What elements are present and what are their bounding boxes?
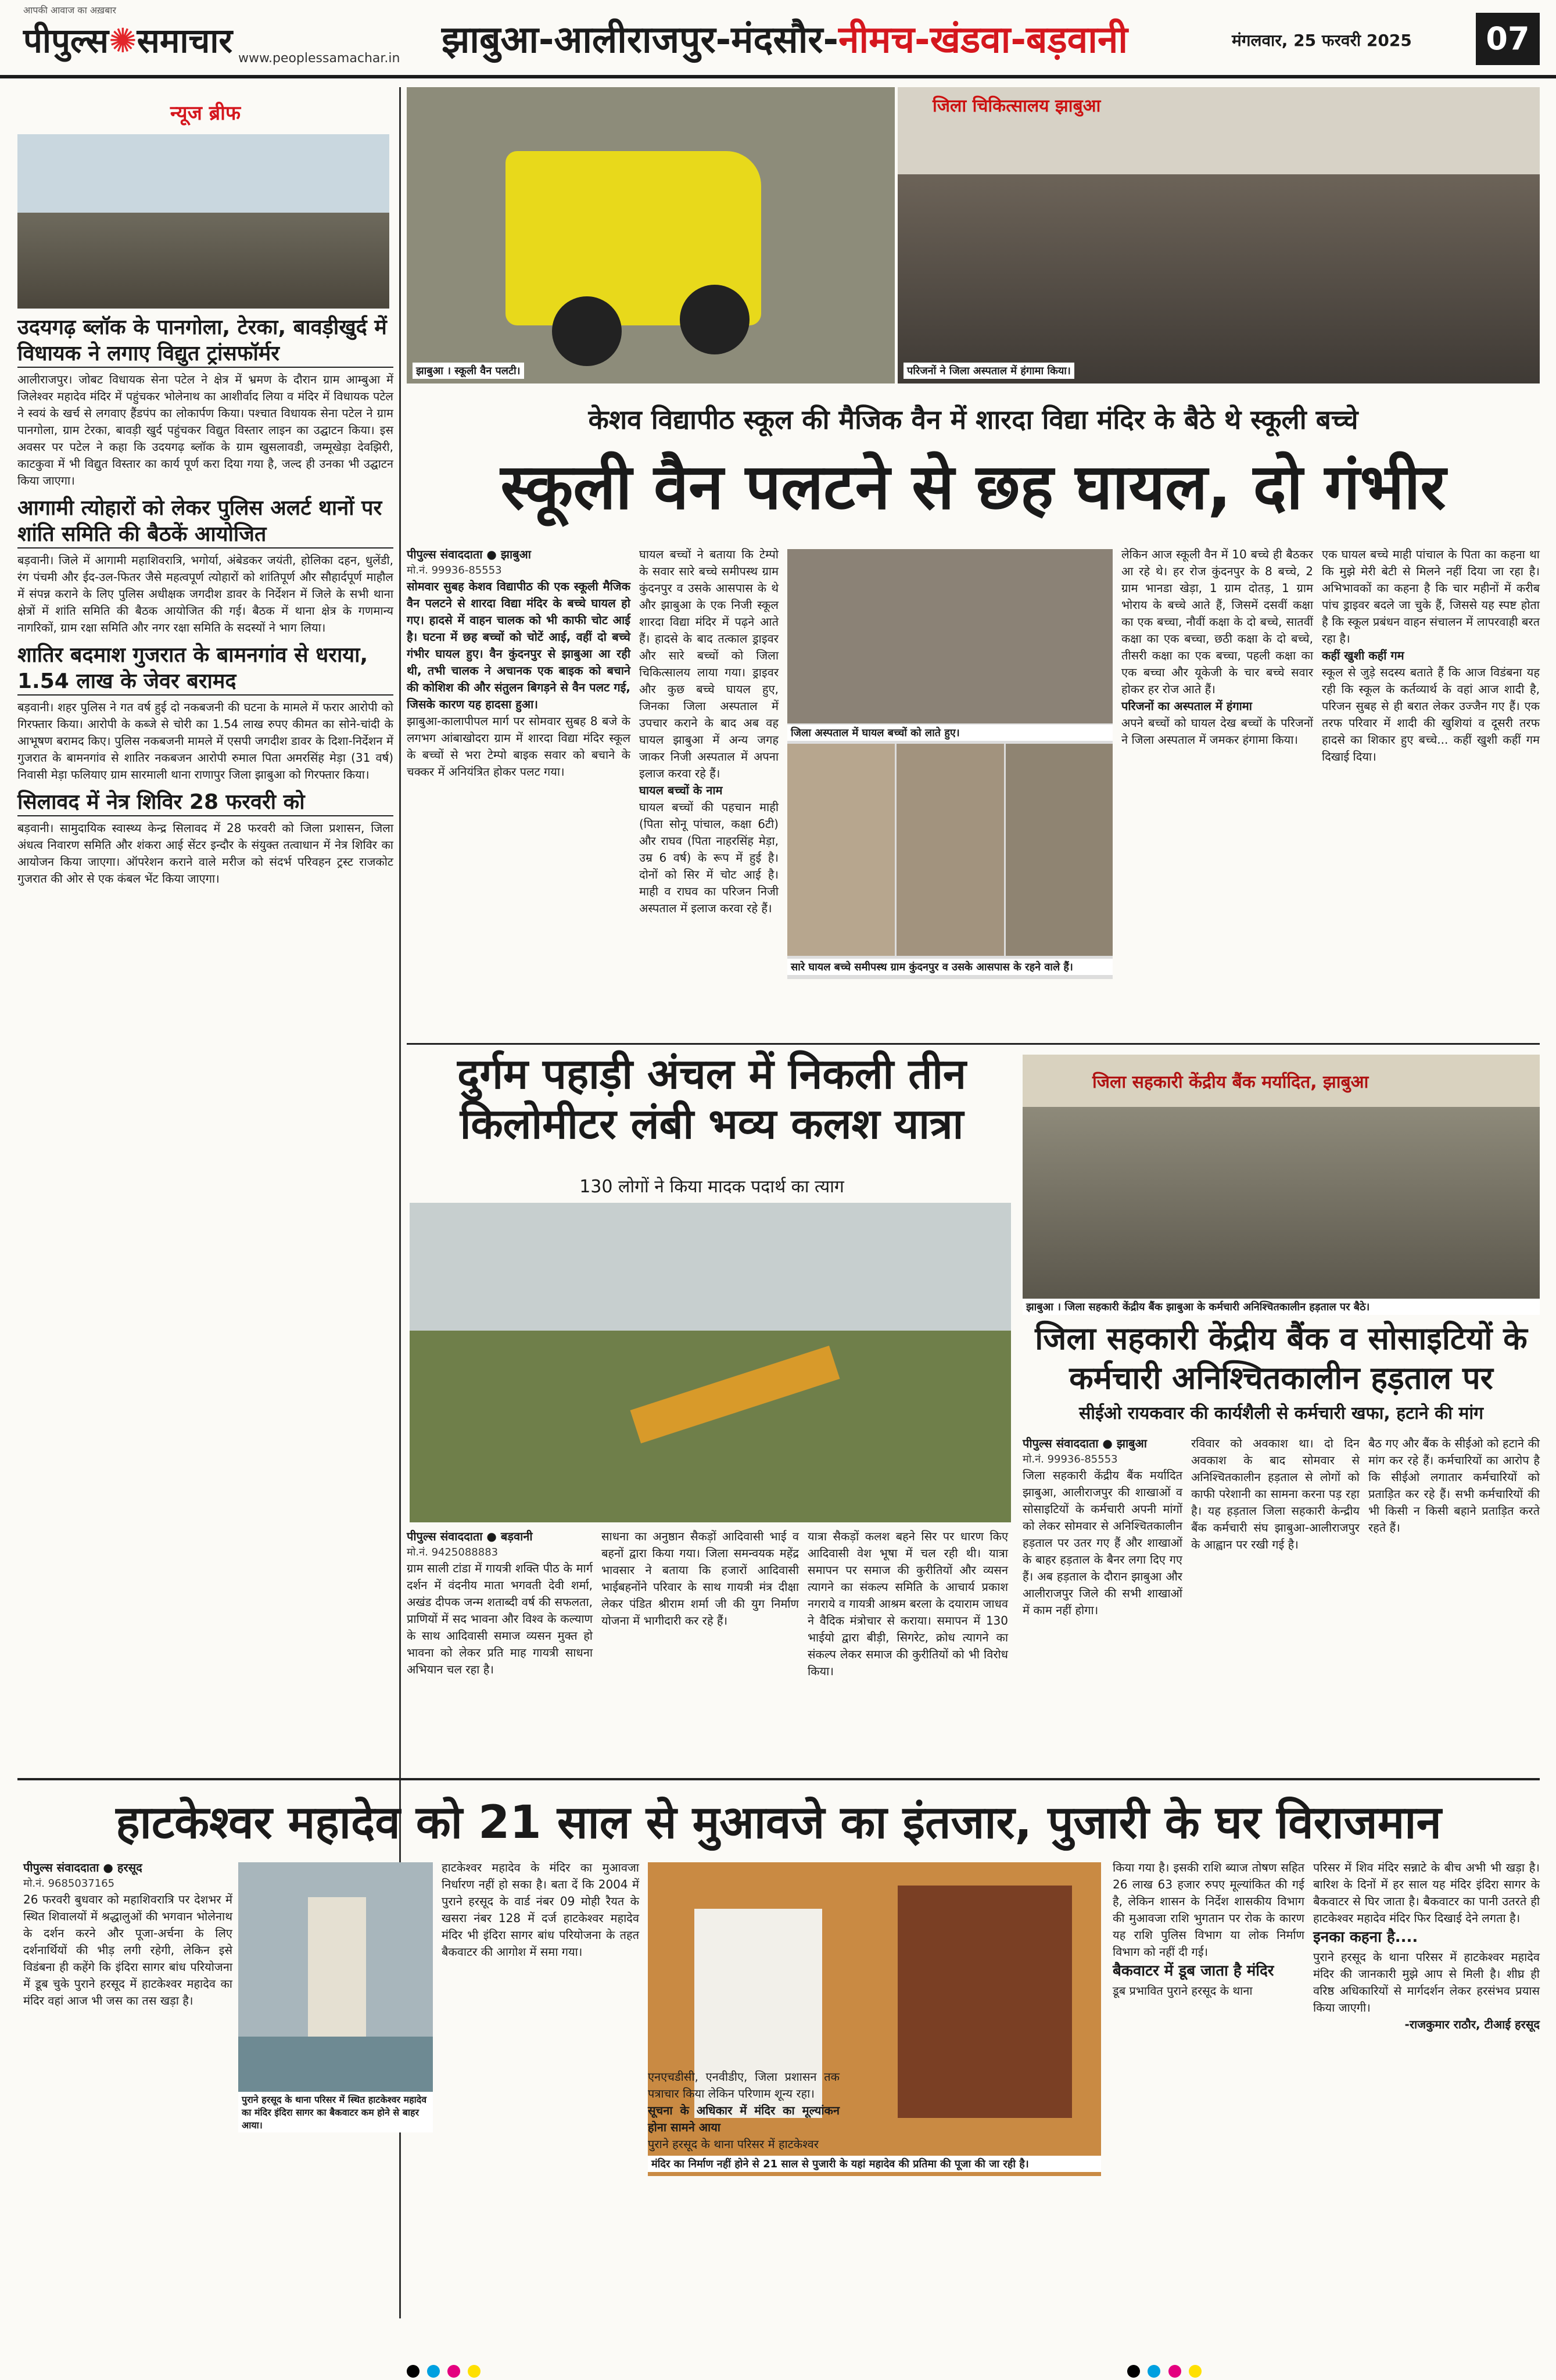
registration-dot (1189, 2365, 1202, 2378)
story1-col2-subhead: घायल बच्चों के नाम (639, 783, 723, 797)
kalash-byline: पीपुल्स संवाददाता ● बड़वानी (407, 1529, 533, 1543)
bottom-column-4 (1113, 1859, 1304, 1999)
story1-col1-text: झाबुआ-कालापीपल मार्ग पर सोमवार सुबह 8 बजे के लगभग आंबाखोदरा ग्राम में शारदा विद्या मंदिर स्कूल के बच्चों से भरा टेम्पो बाइक सवार को बचाने के चक्कर में अनियंत्रित होकर पलट गया। (407, 714, 630, 779)
brief-body-3: बड़वानी। शहर पुलिस ने गत वर्ष हुई दो नकबजनी की घटना के मामले में फरार आरोपी को गिरफ्तार किया। आरोपी के कब्जे से चोरी का 1.54 लाख रुपए कीमत का सोने-चांदी के आभूषण बरामद किए। पुलिस नकबजनी मामले में एसपी जगदीश डावर के दिशा-निर्देशन में गुजरात के बामनगांव से शातिर नकबजन आरोपी रुमाल पिता अमरसिंह मेड़ा (31 वर्ष) निवासी मेड़ा फलियाए ग्राम सारमाली थाना राणापुर जिला झाबुआ को गिरफ्तार किया। (17, 700, 393, 782)
crowd-shape (898, 174, 1540, 383)
story1-photo-caption-2: सारे घायल बच्चे समीपस्थ ग्राम कुंदनपुर व उसके आसपास के रहने वाले हैं। (787, 959, 1113, 975)
bottom-col1-text: 26 फरवरी बुधवार को महाशिवरात्रि पर देशभर में स्थित शिवालयों में श्रद्धालुओं की भगवान भोलेनाथ के दर्शन करने और पूजा-अर्चना के लिए दर्शनार्थियों की भीड़ लगी रहेगी, लेकिन इसे विडंबना ही कहेंगे कि इंदिरा सागर बांध परियोजना में डूब चुके पुराने हरसूद में हाटकेश्वर महादेव का मंदिर वहां आज भी जस का तस खड़ा है। (23, 1892, 232, 2008)
bottom-col4-more: डूब प्रभावित पुराने हरसूद के थाना (1113, 1983, 1253, 1998)
hospital-caption: परिजनों ने जिला अस्पताल में हंगामा किया। (904, 363, 1074, 379)
injured-child-photo-2 (897, 744, 1004, 956)
brief-photo (17, 134, 389, 309)
bottom-column-1 (23, 1859, 232, 2009)
bottom-column-2: हाटकेश्वर महादेव के मंदिर का मुआवजा निर्धारण नहीं हो सका है। बता दें कि 2004 में पुराने हरसूद के वार्ड नंबर 09 मोही रैयत के खसरा नंबर 128 में दर्ज हाटकेश्वर महादेव मंदिर भी इंदिरा सागर बांध परियोजना के तहत बैकवाटर की आगोश में समा गया। (442, 1861, 639, 1959)
bank-column-2: रविवार को अवकाश था। दो दिन अवकाश के बाद सोमवार से अनिश्चितकालीन हड़ताल से लोगों को काफी परेशानी का सामना करना पड़ रहा है। यह हड़ताल जिला सहकारी केन्द्रीय बैंक कर्मचारी संघ झाबुआ-आलीराजपुर के आह्वान पर रखी गई है। (1191, 1436, 1360, 1551)
page-number: 07 (1476, 13, 1540, 65)
story1-col4-text: एक घायल बच्चे माही पांचाल के पिता का कहना था कि मुझे मेरी बेटी से मिलने नहीं दिया जा रहा है। अभिभावकों का कहना है कि चार महीनों में करीब पांच ड्राइवर बदले जा चुके हैं, जिससे यह स्पष्ट होता है कि स्कूल प्रबंधन वाहन संचालन में लापरवाही बरत रहा है। (1322, 547, 1540, 646)
story1-col4-subhead: कहीं खुशी कहीं गम (1322, 648, 1404, 662)
story1-byline: पीपुल्स संवाददाता ● झाबुआ (407, 547, 531, 561)
story1-col2-names: घायल बच्चों की पहचान माही (पिता सोनू पांचाल, कक्षा 6टी) और राघव (पिता नाहरसिंह मेड़ा, उम्र 6 वर्ष) के रूप में हुई है। दोनों को सिर में चोट आई है। माही व राघव का परिजन निजी अस्पताल में इलाज करवा रहे हैं। (639, 800, 779, 915)
story1-column-4 (1322, 546, 1540, 765)
van-photo (407, 87, 895, 383)
kalash-yatra-photo (410, 1203, 1011, 1522)
story1-column-2 (639, 546, 779, 917)
story1-col3-text: लेकिन आज स्कूली वैन में 10 बच्चे ही बैठकर आ रहे थे। हर रोज कुंदनपुर के 8 बच्चे, 2 ग्राम भानडा खेड़ा, 1 ग्राम दोतड़, 1 ग्राम भोराय के बच्चे आते हैं, जिसमें दसवीं कक्षा का एक बच्चा, नौवीं कक्षा के दो बच्चे, सातवीं कक्षा का एक बच्चा, छठी कक्षा के दो बच्चे, तीसरी कक्षा का एक बच्चा, पहली कक्षा का एक बच्चा और यूकेजी के चार बच्चे सवार होकर हर रोज आते हैं। (1121, 547, 1313, 696)
divider (17, 1778, 1540, 1780)
bottom-col3-subhead: सूचना के अधिकार में मंदिर का मूल्यांकन होना सामने आया (648, 2103, 840, 2134)
story1-photo-caption-1: जिला अस्पताल में घायल बच्चों को लाते हुए। (787, 725, 1113, 741)
bank-caption: झाबुआ । जिला सहकारी केंद्रीय बैंक झाबुआ के कर्मचारी अनिश्चितकालीन हड़ताल पर बैठे। (1023, 1299, 1540, 1315)
bank-column-1 (1023, 1435, 1182, 1619)
tagline: आपकी आवाज का अख़बार (23, 5, 116, 16)
kalash-column-3: यात्रा सैकड़ों कलश बहने सिर पर धारण किए आदिवासी वेश भूषा में चल रही थी। यात्रा समापन पर समाज की कुरीतियों और व्यसन त्यागने का संकल्प समिति के आचार्य प्रकाश नगराये व गायत्री आश्रम बरला के दयाराम जाधव ने वैदिक मंत्रोचार से कराया। समापन में 130 भाईयो द्वारा बीड़ी, सिगरेट, क्रोध त्यागने का संकल्प लेकर समाज की कुरीतियों को भी विरोध किया। (808, 1529, 1008, 1678)
temple-shape (308, 1897, 366, 2037)
hospital-building (898, 87, 1540, 174)
bottom-column-3 (648, 2069, 840, 2153)
bottom-col3-more: पुराने हरसूद के थाना परिसर में हाटकेश्वर (648, 2137, 819, 2151)
bottom-headline: हाटकेश्वर महादेव को 21 साल से मुआवजे का इंतजार, पुजारी के घर विराजमान (116, 1797, 1442, 1849)
kalash-column-1 (407, 1528, 593, 1678)
bottom-col4-subhead: बैकवाटर में डूब जाता है मंदिर (1113, 1962, 1274, 1980)
injured-child-photo-3 (1006, 744, 1113, 956)
logo-left: पीपुल्स (23, 21, 109, 60)
bottom-col4-text: किया गया है। इसकी राशि ब्याज तोषण सहित 26 लाख 63 हजार रुपए मूल्यांकित की गई है, लेकिन शासन के निर्देश शासकीय विभाग की मुआवजा राशि भुगतान पर रोक के कारण यह राशि पुलिस विभाग या लोक निर्माण विभाग को नहीं दी गई। (1113, 1861, 1304, 1959)
story1-photo-collage (787, 549, 1113, 979)
water-shape (238, 2037, 433, 2092)
website-url: www.peoplessamachar.in (238, 51, 400, 66)
registration-dot (1168, 2365, 1181, 2378)
bank-column-3: बैठ गए और बैंक के सीईओ को हटाने की मांग कर रहे हैं। कर्मचारियों का आरोप है कि सीईओ लगातार कर्मचारियों को प्रताड़ित कर रहे हैं। सभी कर्मचारियों की भी किसी न किसी बहाने प्रताड़ित करते रहते हैं। (1368, 1436, 1540, 1535)
story1-col3-more: अपने बच्चों को घायल देख बच्चों के परिजनों ने जिला अस्पताल में जमकर हंगामा किया। (1121, 716, 1313, 747)
divider (407, 1043, 1540, 1045)
hospital-children-photo (787, 549, 1113, 723)
wheel-icon (680, 285, 750, 354)
registration-dot (407, 2365, 420, 2378)
bottom-column-5 (1313, 1859, 1540, 2033)
registration-dot (1127, 2365, 1140, 2378)
region-red: नीमच-खंडवा-बड़वानी (838, 19, 1128, 62)
temple-photo (238, 1862, 433, 2131)
kalash-subhead: 130 लोगों ने किया मादक पदार्थ का त्याग (579, 1177, 844, 1197)
temple-caption: पुराने हरसूद के थाना परिसर में स्थित हाटकेश्वर महादेव का मंदिर इंदिरा सागर का बैकवाटर कम होने से बाहर आया। (238, 2092, 433, 2132)
van-caption: झाबुआ । स्कूली वैन पलटी। (413, 363, 524, 379)
strike-crowd (1023, 1107, 1540, 1299)
kalash-col1-text: ग्राम साली टांडा में गायत्री शक्ति पीठ के मार्ग दर्शन में वंदनीय माता भगवती देवी शर्मा, अखंड दीपक जन्म शताब्दी वर्ष की सफलता, प्राणियों में सद भावना और विश्व के कल्याण के साथ आदिवासी समाज व्यसन मुक्त हो भावना को लेकर प्रति माह गायत्री साधना अभियान चल रहा है। (407, 1561, 593, 1677)
brief-body-2: बड़वानी। जिले में आगामी महाशिवरात्रि, भगोर्या, अंबेडकर जयंती, होलिका दहन, धुलेंडी, रंग पंचमी और ईद-उल-फितर जैसे महत्वपूर्ण त्योहारों को शांतिपूर्ण और सौहार्दपूर्ण माहौल में संपन्न कराने के लिए पुलिस अधीक्षक जगदीश डावर के निर्देशन में जिले के सभी थाना क्षेत्रों में शांति समिति की बैठक आयोजित की गई। बैठक में थाना क्षेत्र के गणमान्य नागरिकों, ग्राम रक्षा समिति और नगर रक्षा समिति के सदस्यों ने भाग लिया। (17, 553, 393, 635)
hospital-sign: जिला चिकित्सालय झाबुआ (933, 96, 1101, 116)
bank-strike-photo (1023, 1055, 1540, 1299)
quote-author: -राजकुमार राठौर, टीआई हरसूद (1404, 2017, 1540, 2031)
registration-dot (427, 2365, 440, 2378)
story1-mobile: मो.नं. 99936-85553 (407, 564, 502, 576)
priest-caption: मंदिर का निर्माण नहीं होने से 21 साल से पुजारी के यहां महादेव की प्रतिमा की पूजा की जा रही है। (648, 2156, 1101, 2172)
flame-icon: ✺ (108, 21, 137, 60)
brief-body-1: आलीराजपुर। जोबट विधायक सेना पटेल ने क्षेत्र में भ्रमण के दौरान ग्राम आम्बुआ में जिलेश्वर महादेव मंदिर में पहुंचकर भोलेनाथ का आशीर्वाद लिया व मंदिर में विधायक पटेल ने स्वयं के खर्च से लगवाए हैंडपंप का लोकार्पण किया। पश्चात विधायक सेना पटेल ने ग्राम पानगोला, ग्राम टेरका, बावड़ी खुर्द पहुंचकर विद्युत विस्तार लाइन का उद्घाटन किया। इस अवसर पर पटेल ने कहा कि उदयगढ़ ब्लॉक के ग्राम खुसलावडी, जम्मूखेड़ा देवझिरी, काटकुवा में भी विद्युत विस्तार का कार्य पूर्ण करा दिया गया है, जल्द ही उनका भी उद्घाटन किया जाएगा। (17, 372, 393, 488)
story1-kicker: केशव विद्यापीठ स्कूल की मैजिक वैन में शारदा विद्या मंदिर के बैठे थे स्कूली बच्चे (588, 404, 1358, 435)
story1-col2-text: घायल बच्चों ने बताया कि टेम्पो के सवार सारे बच्चे समीपस्थ ग्राम कुंदनपुर व उसके आसपास के थे और झाबुआ के एक निजी स्कूल शारदा विद्या मंदिर में पढ़ने आते हैं। हादसे के बाद तत्काल ड्राइवर और सारे बच्चों को जिला चिकित्सालय लाया गया। ड्राइवर और कुछ बच्चे घायल हुए, जिनका जिला अस्पताल में उपचार कराने के बाद अब वह घायल झाबुआ में अन्य जगह जाकर निजी अस्पताल में अपना इलाज करवा रहे हैं। (639, 547, 779, 780)
region-banner (442, 13, 1128, 63)
kalash-column-2: साधना का अनुष्ठान सैकड़ों आदिवासी भाई व बहनों द्वारा किया गया। जिला समन्वयक महेंद्र भावसार ने बताया कि हजारों आदिवासी भाईबहनोंने परिवार के साथ गायत्री मंत्र दीक्षा लेकर पंडित श्रीराम शर्मा जी की युग निर्माण योजना में भागीदारी कर रहे हैं। (601, 1529, 799, 1628)
masthead (0, 0, 1556, 78)
registration-dot (468, 2365, 481, 2378)
newspaper-logo (23, 16, 232, 62)
quote-title: इनका कहना है.... (1313, 1929, 1418, 1946)
bottom-col3-text: एनएचडीसी, एनवीडीए, जिला प्रशासन तक पत्राचार किया लेकिन परिणाम शून्य रहा। (648, 2070, 840, 2101)
kalash-headline: दुर्गम पहाड़ी अंचल में निकली तीन किलोमीटर लंबी भव्य कलश यात्रा (457, 1049, 966, 1149)
story1-col4-more: स्कूल से जुड़े सदस्य बताते हैं कि आज विडंबना यह रही कि स्कूल के कर्तव्यार्थ के वहां आज शादी है, परिजन सुबह से ही बरात लेकर उज्जैन गए हैं। एक तरफ परिवार में शादी की खुशियां व दूसरी तरफ हादसे का शिकार हुए बच्चे... कहीं खुशी कहीं गम दिखाई दिया। (1322, 665, 1540, 764)
hospital-photo (898, 87, 1540, 383)
bank-byline: पीपुल्स संवाददाता ● झाबुआ (1023, 1436, 1147, 1450)
story1-headline: स्कूली वैन पलटने से छह घायल, दो गंभीर (500, 451, 1446, 524)
print-color-bar (0, 2365, 1556, 2379)
brief-headline-3: शातिर बदमाश गुजरात के बामनगांव से धराया, 1.54 लाख के जेवर बरामद (17, 642, 393, 696)
story1-column-3 (1121, 546, 1313, 748)
story1-lead: सोमवार सुबह केशव विद्यापीठ की एक स्कूली मैजिक वैन पलटने से शारदा विद्या मंदिर के बच्चे घायल हो गए। हादसे में वाहन चालक को भी काफी चोट आई है। घटना में छह बच्चों को चोटें आई, वहीं दो बच्चे गंभीर घायल हुए। वैन कुंदनपुर से झाबुआ आ रही थी, तभी चालक ने अचानक एक बाइक को बचाने की कोशिश की और संतुलन बिगड़ने से वैन पलट गई, जिसके कारण यह हादसा हुआ। (407, 579, 630, 712)
logo-right: समाचार (137, 21, 233, 60)
bank-mobile: मो.नं. 99936-85553 (1023, 1453, 1118, 1465)
brief-headline-4: सिलावद में नेत्र शिविर 28 फरवरी को (17, 789, 393, 816)
bottom-mobile: मो.नं. 9685037165 (23, 1877, 115, 1890)
bottom-col5-text: परिसर में शिव मंदिर सन्नाटे के बीच अभी भी खड़ा है। बारिश के दिनों में हर साल यह मंदिर इंदिरा सागर के बैकवाटर से घिर जाता है। बैकवाटर का पानी उतरते ही हाटकेश्वर महादेव मंदिर फिर दिखाई देने लगता है। (1313, 1861, 1540, 1925)
bank-sign: जिला सहकारी केंद्रीय बैंक मर्यादित, झाबुआ (1092, 1072, 1369, 1092)
bottom-byline: पीपुल्स संवाददाता ● हरसूद (23, 1861, 142, 1874)
bank-headline: जिला सहकारी केंद्रीय बैंक व सोसाइटियों के कर्मचारी अनिश्चितकालीन हड़ताल पर (1035, 1320, 1528, 1396)
brief-headline-2: आगामी त्योहारों को लेकर पुलिस अलर्ट थानों पर शांति समिति की बैठकें आयोजित (17, 495, 393, 549)
quote-text: पुराने हरसूद के थाना परिसर में हाटकेश्वर महादेव मंदिर की जानकारी मुझे आप से मिली है। शीघ्र ही वरिष्ठ अधिकारियों से मार्गदर्शन लेकर हरसंभव प्रयास किया जाएगी। (1313, 1949, 1540, 2015)
wheel-icon (552, 296, 622, 366)
region-black: झाबुआ-आलीराजपुर-मंदसौर- (442, 19, 839, 62)
brief-headline-1: उदयगढ़ ब्लॉक के पानगोला, टेरका, बावड़ीखुर्द में विधायक ने लगाए विद्युत ट्रांसफॉर्मर (17, 314, 393, 368)
bank-subhead: सीईओ रायकवार की कार्यशैली से कर्मचारी खफा, हटाने की मांग (1078, 1403, 1484, 1424)
bank-col1-text: जिला सहकारी केंद्रीय बैंक मर्यादित झाबुआ, आलीराजपुर की शाखाओं व सोसाइटियों के कर्मचारी अपनी मांगों को लेकर सोमवार से अनिश्चितकालीन हड़ताल पर उतर गए हैं और शाखाओं के बाहर हड़ताल के बैनर लगा दिए गए हैं। अब हड़ताल के दौरान झाबुआ और आलीराजपुर जिले की सभी शाखाओं में काम नहीं होगा। (1023, 1468, 1182, 1618)
news-brief-title: न्यूज ब्रीफ (170, 102, 241, 125)
issue-date: मंगलवार, 25 फरवरी 2025 (1232, 31, 1412, 50)
shrine-shape (898, 1886, 1072, 2118)
registration-dot (447, 2365, 460, 2378)
kalash-mobile: मो.नं. 9425088883 (407, 1546, 499, 1558)
registration-dot (1148, 2365, 1160, 2378)
brief-body-4: बड़वानी। सामुदायिक स्वास्थ्य केन्द्र सिलावद में 28 फरवरी को जिला प्रशासन, जिला अंधत्व निवारण समिति और शंकरा आई सेंटर इन्दौर के संयुक्त तत्वाधान में नेत्र शिविर का आयोजन किया जाएगा। ऑपरेशन कराने वाले मरीज को संदर्भ परिवहन ट्रस्ट राजकोट गुजरात की ओर से एक कंबल भेंट किया जाएगा। (17, 821, 393, 886)
story1-column-1 (407, 546, 630, 780)
injured-child-photo-1 (787, 744, 895, 956)
story1-col3-subhead: परिजनों का अस्पताल में हंगामा (1121, 699, 1252, 713)
